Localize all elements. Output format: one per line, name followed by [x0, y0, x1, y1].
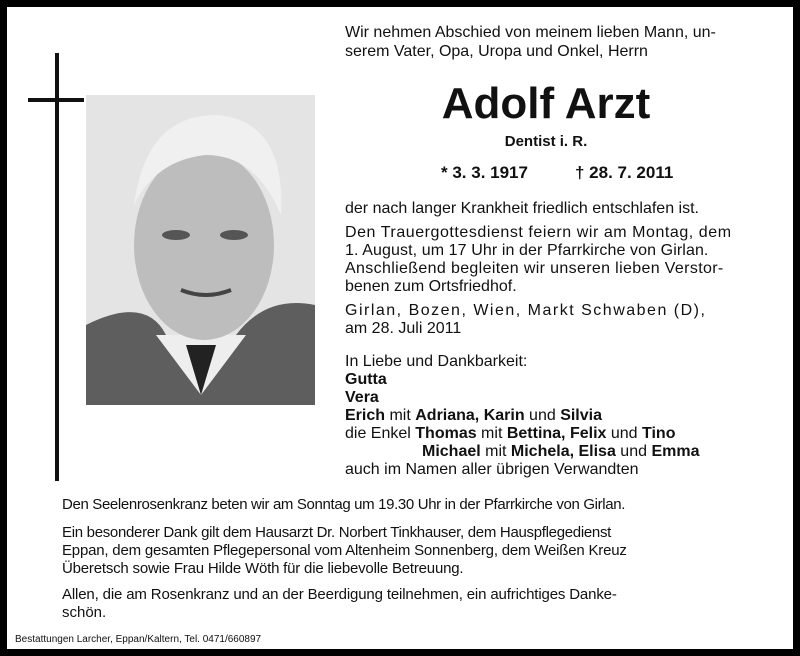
- mourner-line: [345, 407, 699, 425]
- cross-icon: [55, 53, 59, 481]
- date-line: am 28. Juli 2011: [345, 320, 462, 337]
- connector: mit: [385, 407, 416, 424]
- mourner: Tino: [642, 425, 676, 442]
- mourner: Michela, Elisa: [510, 443, 616, 460]
- intro-line-1: Wir nehmen Abschied von meinem lieben Mann, un-: [345, 24, 716, 41]
- thanks-line: Ein besonderer Dank gilt dem Hausarzt Dr. Norbert Tinkhauser, dem Hauspflegedienst: [62, 524, 612, 541]
- portrait-photo: [86, 95, 315, 405]
- mourner: Michael: [422, 443, 481, 460]
- cross-icon-bar: [28, 98, 84, 102]
- funeral-home-footer: Bestattungen Larcher, Eppan/Kaltern, Tel. 0471/660897: [15, 634, 262, 645]
- thanks-paragraph: [62, 524, 627, 578]
- thanks-line: Eppan, dem gesamten Pflegepersonal vom Altenheim Sonnenberg, dem Weißen Kreuz: [62, 542, 627, 559]
- birth-date: * 3. 3. 1917: [441, 163, 528, 182]
- connector: mit: [480, 443, 511, 460]
- mourner: Adriana, Karin: [415, 407, 525, 424]
- mourner: Erich: [345, 407, 386, 424]
- mourners-list: [345, 353, 699, 479]
- mourners-intro: In Liebe und Dankbarkeit:: [345, 353, 528, 370]
- place-date: [345, 302, 706, 338]
- thanks-line: Überetsch sowie Frau Hilde Wöth für die liebevolle Betreuung.: [62, 560, 464, 577]
- mourner: Silvia: [560, 407, 602, 424]
- deceased-title: Dentist i. R.: [504, 133, 588, 150]
- deceased-name: Adolf Arzt: [441, 79, 651, 128]
- place-line: Girlan, Bozen, Wien, Markt Schwaben (D),: [345, 302, 707, 319]
- mourner: Thomas: [415, 425, 477, 442]
- connector: und: [606, 425, 642, 442]
- service-line: benen zum Ortsfriedhof.: [345, 278, 517, 295]
- closing-paragraph: [62, 586, 617, 622]
- mourner: Emma: [651, 443, 700, 460]
- mourner: Vera: [345, 389, 379, 406]
- mourners-closing: auch im Namen aller übrigen Verwandten: [345, 461, 639, 478]
- mourner: Bettina, Felix: [506, 425, 607, 442]
- intro-line-2: serem Vater, Opa, Uropa und Onkel, Herrn: [345, 43, 648, 60]
- connector: mit: [476, 425, 507, 442]
- service-line: 1. August, um 17 Uhr in der Pfarrkirche von Girlan.: [345, 242, 709, 259]
- death-date: † 28. 7. 2011: [575, 163, 674, 182]
- closing-line: Allen, die am Rosenkranz und an der Beerdigung teilnehmen, ein aufrichtiges Danke-: [62, 586, 617, 603]
- rosary-text: Den Seelenrosenkranz beten wir am Sonntag um 19.30 Uhr in der Pfarrkirche von Girlan.: [62, 496, 626, 513]
- closing-line: schön.: [62, 604, 107, 621]
- mourner-line: [345, 425, 699, 443]
- mourner-line: [345, 443, 699, 461]
- passed-text: der nach langer Krankheit friedlich entschlafen ist.: [345, 200, 699, 217]
- mourner: Gutta: [345, 371, 387, 388]
- service-paragraph: [345, 224, 767, 296]
- connector: die Enkel: [345, 425, 416, 442]
- service-line: Den Trauergottesdienst feiern wir am Montag, dem: [345, 224, 732, 241]
- connector: und: [615, 443, 652, 460]
- service-line: Anschließend begleiten wir unseren lieben Verstor-: [345, 260, 724, 277]
- connector: und: [524, 407, 561, 424]
